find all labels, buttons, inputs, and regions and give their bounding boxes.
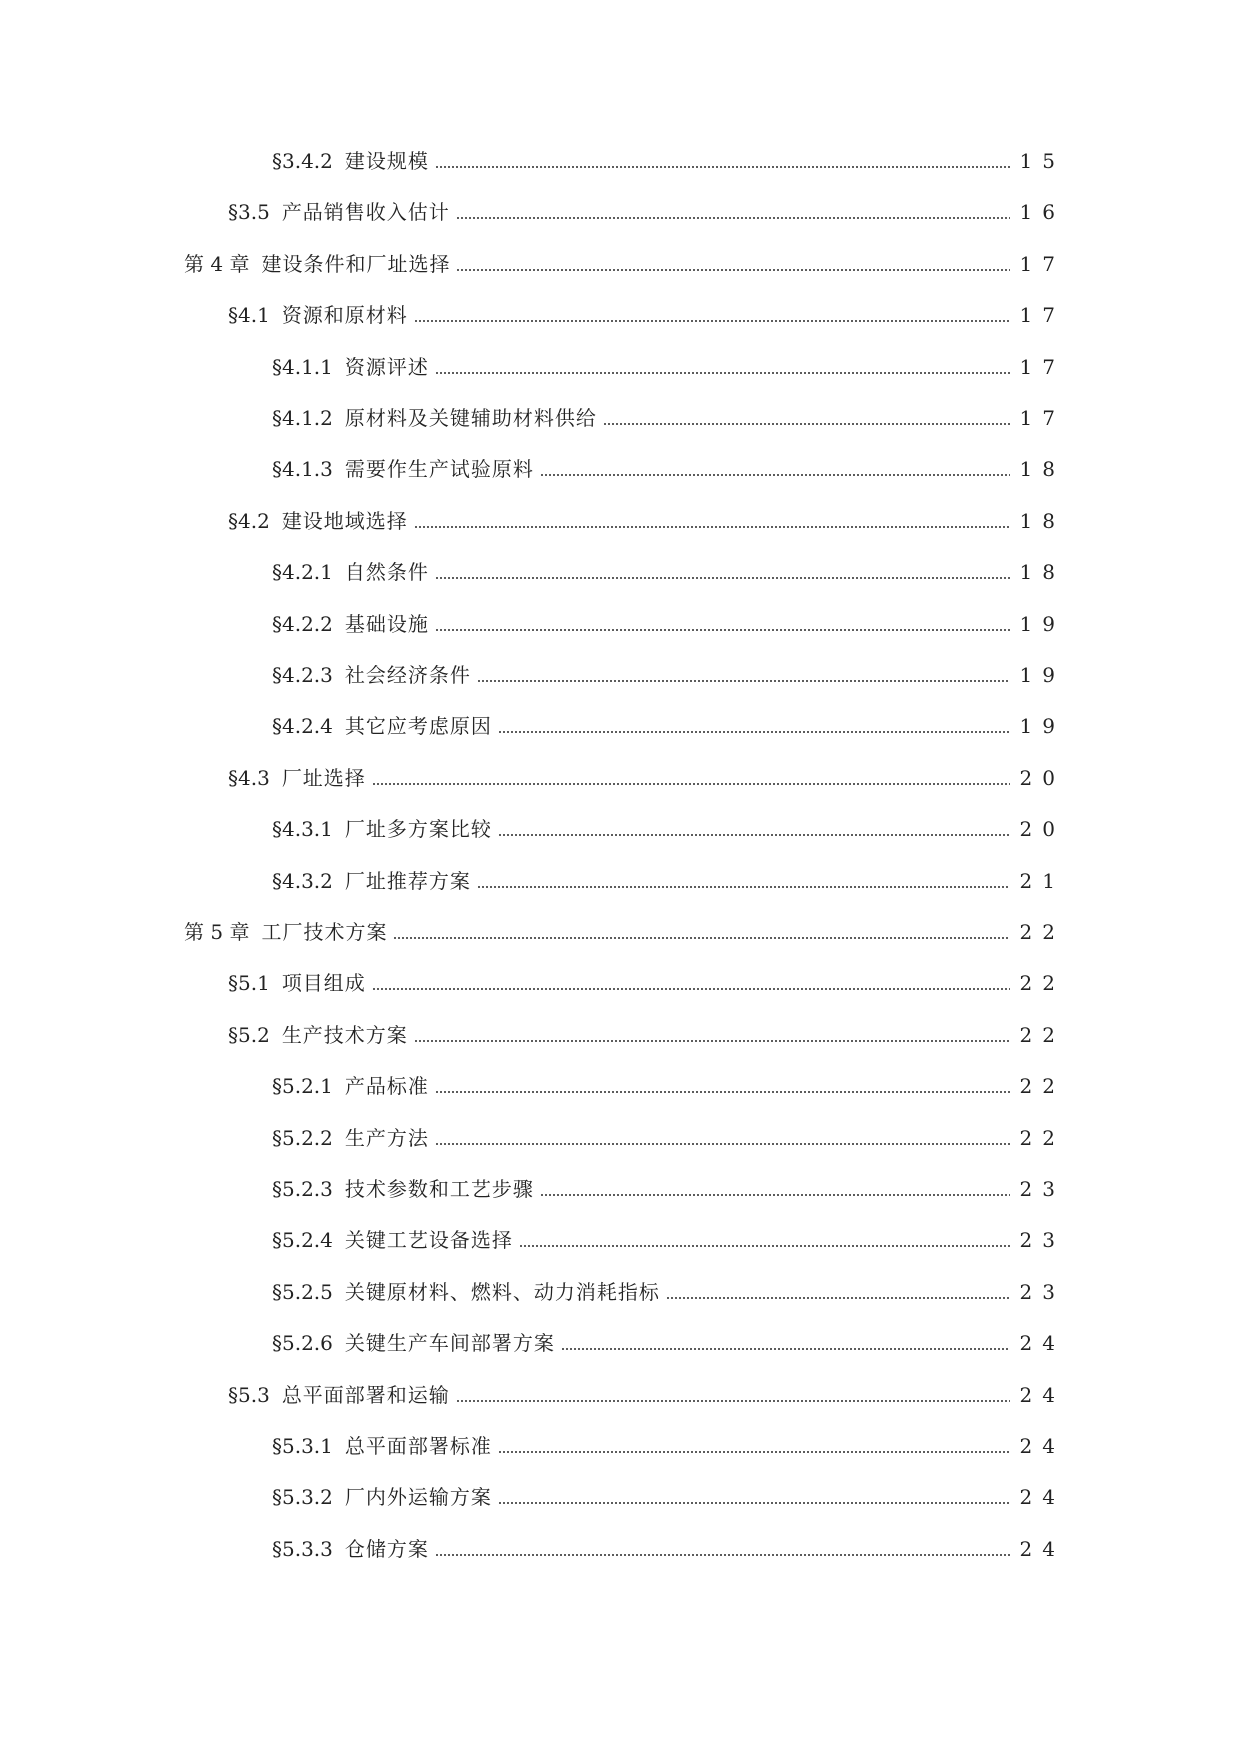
toc-entry-title: 厂址选择 xyxy=(281,765,366,790)
dot-leader xyxy=(435,1091,1010,1093)
dot-leader xyxy=(372,783,1010,785)
dot-leader xyxy=(414,526,1010,528)
toc-entry-number: §4.1.3 xyxy=(272,457,333,482)
toc-entry-number: §5.3.1 xyxy=(272,1434,333,1458)
toc-entry-title: 资源评述 xyxy=(344,354,429,379)
toc-entry-number: §5.2.5 xyxy=(272,1279,333,1304)
toc-entry-page-number: 17 xyxy=(1019,251,1065,276)
dot-leader xyxy=(435,1554,1010,1556)
toc-entry-title: 原材料及关键辅助材料供给 xyxy=(344,406,597,430)
toc-entry[interactable] xyxy=(184,249,1065,279)
toc-entry[interactable] xyxy=(272,1328,1065,1358)
toc-entry-number: §3.4.2 xyxy=(272,149,333,173)
toc-entry-page-number: 24 xyxy=(1019,1434,1065,1458)
toc-entry-number: §4.1.1 xyxy=(272,354,333,379)
dot-leader xyxy=(456,269,1009,271)
toc-entry-title: 产品标准 xyxy=(344,1074,429,1099)
toc-entry-number: §5.1 xyxy=(228,971,270,996)
toc-entry-title: 产品销售收入估计 xyxy=(281,200,450,225)
toc-entry-title: 厂内外运输方案 xyxy=(344,1485,492,1510)
dot-leader xyxy=(540,474,1010,476)
toc-entry[interactable] xyxy=(272,1174,1065,1204)
dot-leader xyxy=(435,1143,1010,1145)
toc-entry-number: §4.2.1 xyxy=(272,560,333,585)
toc-entry-page-number: 22 xyxy=(1019,1074,1065,1099)
toc-entry[interactable] xyxy=(272,1123,1065,1153)
toc-entry-title: 其它应考虑原因 xyxy=(344,714,492,739)
toc-entry-number: §3.5 xyxy=(228,200,270,225)
toc-entry[interactable] xyxy=(272,146,1065,176)
toc-entry-page-number: 20 xyxy=(1019,765,1065,790)
toc-entry-title: 关键原材料、燃料、动力消耗指标 xyxy=(344,1279,660,1304)
toc-entry-number: §4.3.1 xyxy=(272,817,333,842)
dot-leader xyxy=(414,320,1010,322)
dot-leader xyxy=(414,1040,1010,1042)
dot-leader xyxy=(372,988,1010,990)
toc-entry-page-number: 15 xyxy=(1019,149,1065,173)
toc-entry[interactable] xyxy=(272,352,1065,382)
toc-entry[interactable] xyxy=(272,1534,1065,1564)
toc-entry-page-number: 17 xyxy=(1019,354,1065,379)
toc-entry-title: 生产方法 xyxy=(344,1125,429,1150)
toc-entry[interactable] xyxy=(228,197,1065,227)
toc-entry-title: 建设条件和厂址选择 xyxy=(261,251,451,276)
toc-entry-number: §4.2.2 xyxy=(272,611,333,636)
toc-entry[interactable] xyxy=(272,557,1065,587)
toc-entry-page-number: 22 xyxy=(1019,971,1065,996)
toc-entry-title: 关键工艺设备选择 xyxy=(344,1228,513,1253)
dot-leader xyxy=(498,834,1010,836)
toc-entry[interactable] xyxy=(272,866,1065,896)
toc-entry-number: §5.3.2 xyxy=(272,1485,333,1510)
dot-leader xyxy=(477,886,1010,888)
dot-leader xyxy=(435,629,1010,631)
dot-leader xyxy=(519,1245,1010,1247)
toc-entry-number: 第 4 章 xyxy=(184,251,250,276)
toc-entry[interactable] xyxy=(184,917,1065,947)
toc-entry-title: 资源和原材料 xyxy=(281,303,408,328)
toc-entry[interactable] xyxy=(228,1020,1065,1050)
dot-leader xyxy=(393,937,1009,939)
toc-entry-page-number: 22 xyxy=(1019,920,1065,944)
toc-entry[interactable] xyxy=(228,300,1065,330)
toc-entry-page-number: 18 xyxy=(1019,560,1065,585)
toc-entry-title: 仓储方案 xyxy=(344,1536,429,1561)
toc-entry[interactable] xyxy=(228,763,1065,793)
toc-entry-title: 技术参数和工艺步骤 xyxy=(344,1177,534,1201)
toc-entry-page-number: 21 xyxy=(1019,868,1065,893)
toc-entry-page-number: 23 xyxy=(1019,1177,1065,1201)
toc-entry-title: 关键生产车间部署方案 xyxy=(344,1331,555,1356)
toc-entry-page-number: 23 xyxy=(1019,1279,1065,1304)
toc-entry-number: §4.3.2 xyxy=(272,868,333,893)
toc-entry[interactable] xyxy=(272,1225,1065,1255)
toc-entry[interactable] xyxy=(272,814,1065,844)
toc-entry-title: 总平面部署标准 xyxy=(344,1434,492,1458)
toc-entry-page-number: 17 xyxy=(1019,303,1065,328)
toc-entry-page-number: 24 xyxy=(1019,1382,1065,1407)
toc-entry-page-number: 18 xyxy=(1019,508,1065,533)
toc-entry-number: §5.3 xyxy=(228,1382,270,1407)
toc-entry-page-number: 19 xyxy=(1019,611,1065,636)
toc-entry[interactable] xyxy=(272,1277,1065,1307)
toc-entry-title: 生产技术方案 xyxy=(281,1022,408,1047)
toc-entry-number: §4.1 xyxy=(228,303,270,328)
toc-entry-title: 总平面部署和运输 xyxy=(281,1382,450,1407)
toc-entry-title: 建设地域选择 xyxy=(281,508,408,533)
toc-entry-title: 工厂技术方案 xyxy=(261,920,388,944)
toc-entry-number: §5.2 xyxy=(228,1022,270,1047)
toc-entry-number: §5.3.3 xyxy=(272,1536,333,1561)
toc-entry-page-number: 16 xyxy=(1019,200,1065,225)
toc-entry-number: §4.2 xyxy=(228,508,270,533)
dot-leader xyxy=(540,1194,1010,1196)
dot-leader xyxy=(603,423,1010,425)
toc-entry-number: §5.2.1 xyxy=(272,1074,333,1099)
toc-entry-page-number: 19 xyxy=(1019,663,1065,687)
toc-entry[interactable] xyxy=(272,660,1065,690)
toc-entry-number: §5.2.3 xyxy=(272,1177,333,1201)
toc-entry-number: §4.1.2 xyxy=(272,406,333,430)
toc-entry[interactable] xyxy=(228,1380,1065,1410)
toc-entry-page-number: 20 xyxy=(1019,817,1065,842)
dot-leader xyxy=(456,1400,1010,1402)
toc-entry-title: 项目组成 xyxy=(281,971,366,996)
dot-leader xyxy=(666,1297,1010,1299)
dot-leader xyxy=(477,680,1010,682)
toc-entry-page-number: 24 xyxy=(1019,1536,1065,1561)
toc-entry-number: §4.2.3 xyxy=(272,663,333,687)
toc-entry-page-number: 23 xyxy=(1019,1228,1065,1253)
dot-leader xyxy=(498,731,1010,733)
dot-leader xyxy=(498,1502,1010,1504)
toc-entry-number: §5.2.2 xyxy=(272,1125,333,1150)
dot-leader xyxy=(435,166,1010,168)
toc-entry-number: §4.3 xyxy=(228,765,270,790)
toc-entry-number: §5.2.4 xyxy=(272,1228,333,1253)
toc-entry-title: 社会经济条件 xyxy=(344,663,471,687)
toc-entry-title: 需要作生产试验原料 xyxy=(344,457,534,482)
toc-entry[interactable] xyxy=(228,506,1065,536)
toc-entry-page-number: 19 xyxy=(1019,714,1065,739)
toc-entry-page-number: 24 xyxy=(1019,1485,1065,1510)
toc-entry[interactable] xyxy=(272,1431,1065,1461)
toc-entry-page-number: 22 xyxy=(1019,1022,1065,1047)
dot-leader xyxy=(561,1348,1010,1350)
toc-entry[interactable] xyxy=(272,454,1065,484)
dot-leader xyxy=(456,217,1010,219)
toc-entry-title: 自然条件 xyxy=(344,560,429,585)
toc-entry-title: 基础设施 xyxy=(344,611,429,636)
toc-entry[interactable] xyxy=(272,1071,1065,1101)
dot-leader xyxy=(498,1451,1010,1453)
dot-leader xyxy=(435,372,1010,374)
toc-entry[interactable] xyxy=(228,968,1065,998)
toc-entry-title: 建设规模 xyxy=(344,149,429,173)
toc-entry-number: §5.2.6 xyxy=(272,1331,333,1356)
toc-entry-number: 第 5 章 xyxy=(184,920,250,944)
toc-entry-page-number: 18 xyxy=(1019,457,1065,482)
toc-entry-page-number: 22 xyxy=(1019,1125,1065,1150)
toc-entry[interactable] xyxy=(272,1482,1065,1512)
toc-entry-title: 厂址推荐方案 xyxy=(344,868,471,893)
toc-entry[interactable] xyxy=(272,711,1065,741)
dot-leader xyxy=(435,577,1010,579)
toc-entry[interactable] xyxy=(272,609,1065,639)
toc-entry[interactable] xyxy=(272,403,1065,433)
toc-entry-number: §4.2.4 xyxy=(272,714,333,739)
toc-entry-page-number: 17 xyxy=(1019,406,1065,430)
toc-entry-title: 厂址多方案比较 xyxy=(344,817,492,842)
toc-entry-page-number: 24 xyxy=(1019,1331,1065,1356)
